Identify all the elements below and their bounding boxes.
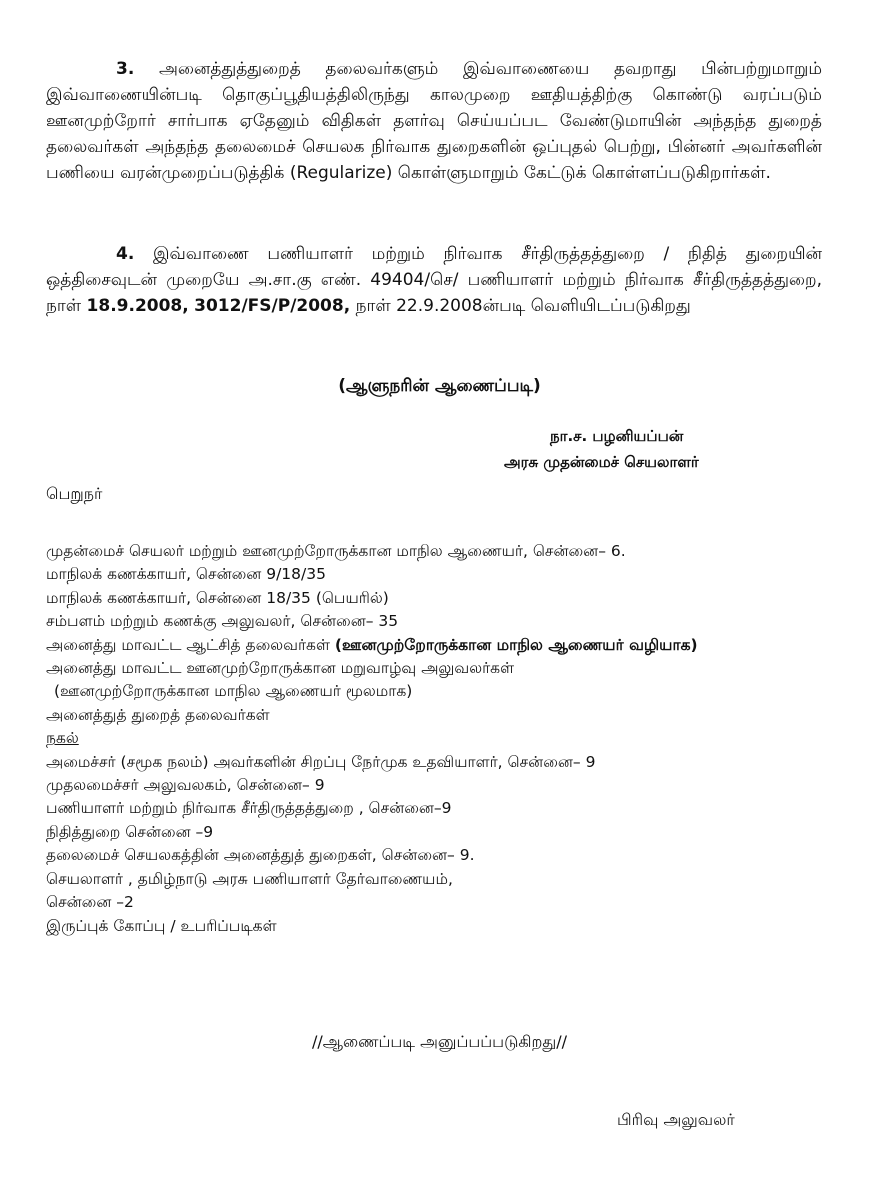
paragraph-3-number: 3. [116, 59, 135, 79]
paragraph-4 [46, 241, 822, 319]
paragraph-4-text-a: இவ்வாணை பணியாளர் மற்றும் நிர்வாக சீர்திருத்தத்துறை / நிதித் துறையின் ஒத்திசைவுடன் முறையே அ.சா.கு எண். 49404/செ/ பணியாளர் மற்றும் நிர்வாக சீர்திருத்தத்துறை, நாள் [46, 244, 823, 316]
list-item: சம்பளம் மற்றும் கணக்கு அலுவலர், சென்னை– 35 [46, 612, 399, 631]
list-item: அமைச்சர் (சமூக நலம்) அவர்களின் சிறப்பு நேர்முக உதவியாளர், சென்னை– 9 [46, 752, 596, 771]
paragraph-4-text-b: நாள் 22.9.2008ன்படி வெளியிடப்படுகிறது [350, 296, 691, 316]
list-item: பணியாளர் மற்றும் நிர்வாக சீர்திருத்தத்துறை , சென்னை–9 [46, 799, 452, 818]
paragraph-4-date1: 18.9.2008, [86, 296, 189, 316]
by-order-heading: (ஆளுநரின் ஆணைப்படி) [338, 376, 541, 396]
list-item: (ஊனமுற்றோருக்கான மாநில ஆணையர் மூலமாக) [54, 682, 413, 701]
list-item: அனைத்து மாவட்ட ஊனமுற்றோருக்கான மறுவாழ்வு அலுவலர்கள் [46, 659, 515, 678]
list-item: மாநிலக் கணக்காயர், சென்னை 18/35 (பெயரில்) [46, 588, 389, 607]
recipients-title: பெறுநர் [46, 484, 103, 503]
list-item: இருப்புக் கோப்பு / உபரிப்படிகள் [46, 916, 277, 935]
list-item: மாநிலக் கணக்காயர், சென்னை 9/18/35 [46, 565, 326, 584]
copy-label: நகல் [46, 729, 79, 748]
list-item: செயலாளர் , தமிழ்நாடு அரசு பணியாளர் தேர்வாணையம், [46, 869, 453, 888]
collectors-text: அனைத்து மாவட்ட ஆட்சித் தலைவர்கள் [46, 635, 335, 654]
forwarded-by-order: //ஆணைப்படி அனுப்பப்படுகிறது// [311, 1032, 568, 1051]
signatory-title: அரசு முதன்மைச் செயலாளர் [504, 453, 699, 471]
list-item: அனைத்துத் துறைத் தலைவர்கள் [46, 705, 270, 724]
list-item: முதலமைச்சர் அலுவலகம், சென்னை– 9 [46, 776, 325, 795]
list-item-collectors [46, 634, 826, 657]
list-item: முதன்மைச் செயலர் மற்றும் ஊனமுற்றோருக்கான மாநில ஆணையர், சென்னை– 6. [46, 542, 626, 560]
paragraph-4-number: 4. [116, 244, 135, 264]
distribution-list [46, 540, 826, 938]
signatory-name: நா.ச. பழனியப்பன் [550, 427, 684, 445]
paragraph-3-text: அனைத்துத்துறைத் தலைவர்களும் இவ்வாணையை தவறாது பின்பற்றுமாறும் இவ்வாணையின்படி தொகுப்பூதியத்திலிருந்து காலமுறை ஊதியத்திற்கு கொண்டு வரப்படும் ஊனமுற்றோர் சார்பாக ஏதேனும் விதிகள் தளர்வு செய்யப்பட வேண்டுமாயின் அந்தந்த துறைத் தலைவர்கள் அந்தந்த தலைமைச் செயலக நிர்வாக துறைகளின் ஒப்புதல் பெற்று, பின்னர் அவர்களின் பணியை வரன்முறைப்படுத்திக் (Regularize) கொள்ளுமாறும் கேட்டுக் கொள்ளப்படுகிறார்கள். [46, 59, 823, 183]
list-item: தலைமைச் செயலகத்தின் அனைத்துத் துறைகள், சென்னை– 9. [46, 846, 475, 865]
paragraph-3 [46, 56, 822, 186]
list-item: நிதித்துறை சென்னை –9 [46, 822, 214, 841]
list-item: சென்னை –2 [46, 893, 134, 912]
section-officer: பிரிவு அலுவலர் [617, 1110, 735, 1129]
paragraph-4-ref2: 3012/FS/P/2008, [194, 296, 351, 316]
collectors-via: (ஊனமுற்றோருக்கான மாநில ஆணையர் வழியாக) [334, 635, 698, 654]
